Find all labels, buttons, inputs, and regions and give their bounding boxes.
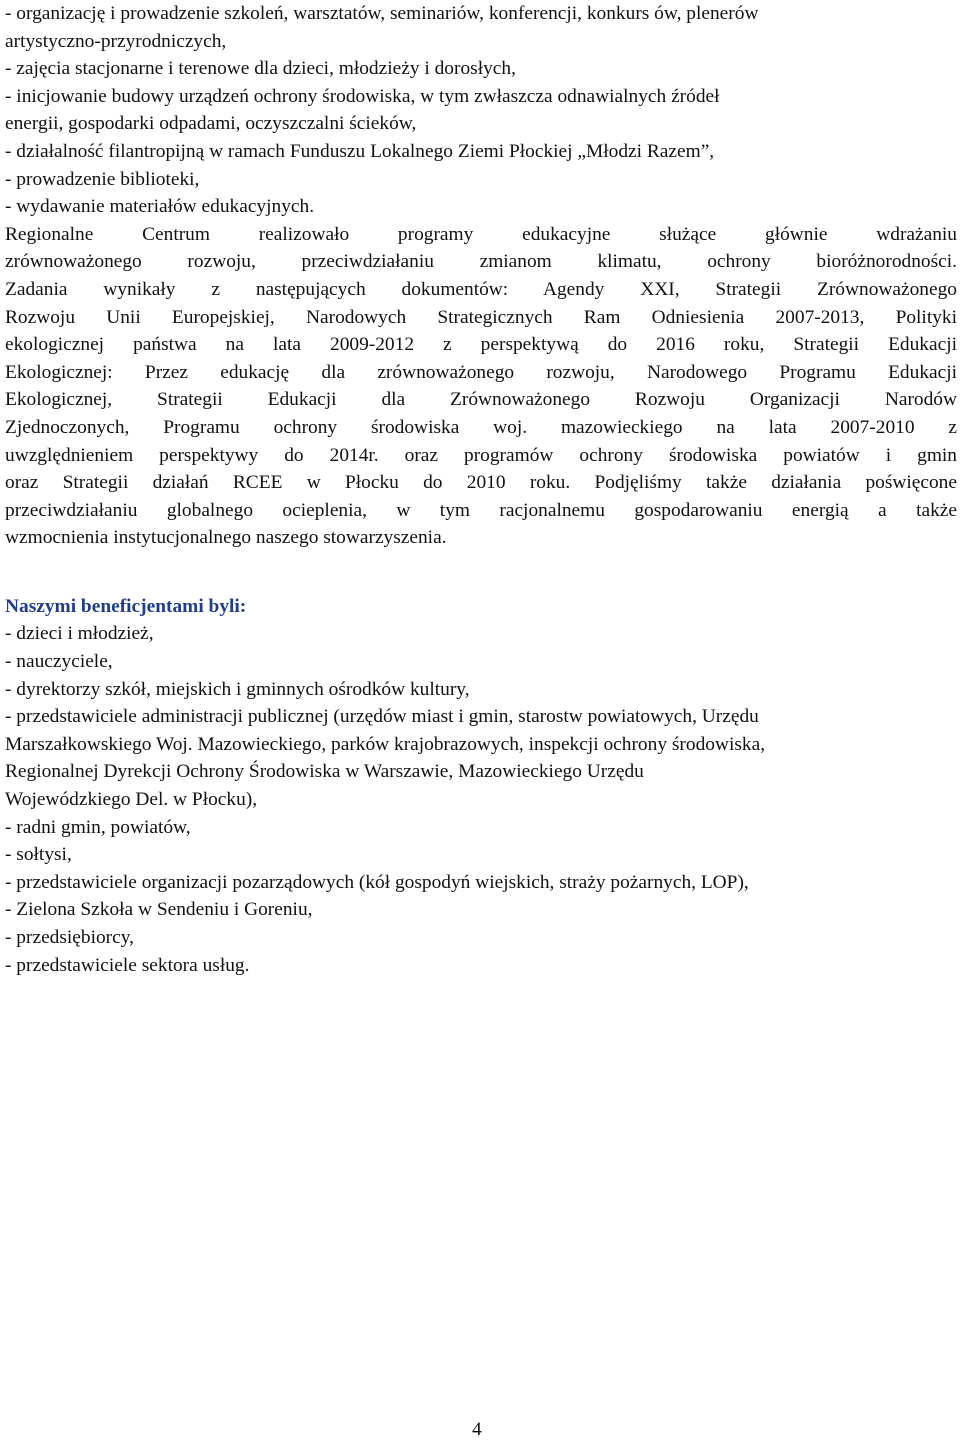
paragraph-line: Rozwoju Unii Europejskiej, Narodowych Strategicznych Ram Odniesienia 2007-2013, Polityki — [5, 306, 957, 328]
beneficiary-line: - przedstawiciele sektora usług. — [5, 954, 250, 976]
paragraph-line: Zadania wynikały z następujących dokumentów: Agendy XXI, Strategii Zrównoważonego — [5, 278, 957, 300]
beneficiaries-section — [5, 593, 957, 979]
paragraph-line: Regionalne Centrum realizowało programy edukacyjne służące głównie wdrażaniu — [5, 223, 957, 245]
beneficiary-line: Wojewódzkiego Del. w Płocku), — [5, 789, 258, 811]
paragraph-line: Ekologicznej: Przez edukację dla zrównoważonego rozwoju, Narodowego Programu Edukacji — [5, 361, 957, 383]
beneficiary-line: - przedstawiciele organizacji pozarządowych (kół gospodyń wiejskich, straży pożarnych, LOP), — [5, 871, 749, 893]
section-spacer — [5, 552, 957, 593]
document-page — [5, 0, 957, 979]
activity-line: - zajęcia stacjonarne i terenowe dla dzieci, młodzieży i dorosłych, — [5, 58, 516, 80]
beneficiary-line: Marszałkowskiego Woj. Mazowieckiego, parków krajobrazowych, inspekcji ochrony środowiska, — [5, 733, 766, 755]
paragraph-line: Zjednoczonych, Programu ochrony środowiska woj. mazowieckiego na lata 2007-2010 z — [5, 416, 957, 438]
beneficiary-line: - dzieci i młodzież, — [5, 623, 154, 645]
activity-line: - organizację i prowadzenie szkoleń, warsztatów, seminariów, konferencji, konkurs ów, plenerów — [5, 3, 759, 24]
paragraph-line: zrównoważonego rozwoju, przeciwdziałaniu zmianom klimatu, ochrony bioróżnorodności. — [5, 251, 957, 273]
beneficiary-line: - przedsiębiorcy, — [5, 927, 135, 948]
paragraph-line: ekologicznej państwa na lata 2009-2012 z perspektywą do 2016 roku, Strategii Edukacji — [5, 334, 957, 356]
activity-line: energii, gospodarki odpadami, oczyszczalni ścieków, — [5, 113, 417, 135]
paragraph-line: wzmocnienia instytucjonalnego naszego stowarzyszenia. — [5, 527, 447, 549]
beneficiary-line: - przedstawiciele administracji publicznej (urzędów miast i gmin, starostw powiatowych, Urzędu — [5, 706, 759, 728]
activity-line: - wydawanie materiałów edukacyjnych. — [5, 196, 315, 218]
beneficiary-line: Regionalnej Dyrekcji Ochrony Środowiska w Warszawie, Mazowieckiego Urzędu — [5, 761, 644, 783]
paragraph-line: Ekologicznej, Strategii Edukacji dla Zrównoważonego Rozwoju Organizacji Narodów — [5, 389, 957, 411]
description-paragraph — [5, 221, 957, 552]
activity-line: artystyczno-przyrodniczych, — [5, 30, 227, 52]
beneficiary-line: - radni gmin, powiatów, — [5, 816, 191, 838]
beneficiary-line: - Zielona Szkoła w Sendeniu i Goreniu, — [5, 899, 313, 921]
activity-line: - inicjowanie budowy urządzeń ochrony środowiska, w tym zwłaszcza odnawialnych źródeł — [5, 85, 720, 107]
activity-line: - prowadzenie biblioteki, — [5, 168, 200, 190]
paragraph-line: uwzględnieniem perspektywy do 2014r. oraz programów ochrony środowiska powiatów i gmin — [5, 444, 957, 466]
beneficiary-line: - nauczyciele, — [5, 651, 113, 673]
beneficiary-line: - sołtysi, — [5, 844, 72, 866]
activities-list — [5, 0, 957, 221]
beneficiaries-heading: Naszymi beneficjentami byli: — [5, 595, 247, 617]
paragraph-line: przeciwdziałaniu globalnego ocieplenia, w tym racjonalnemu gospodarowaniu energią a także — [5, 499, 957, 521]
page-number: 4 — [472, 1419, 482, 1440]
beneficiary-line: - dyrektorzy szkół, miejskich i gminnych ośrodków kultury, — [5, 678, 470, 700]
activity-line: - działalność filantropijną w ramach Funduszu Lokalnego Ziemi Płockiej „Młodzi Razem”, — [5, 140, 715, 162]
paragraph-line: oraz Strategii działań RCEE w Płocku do 2010 roku. Podjęliśmy także działania poświęcone — [5, 472, 957, 494]
